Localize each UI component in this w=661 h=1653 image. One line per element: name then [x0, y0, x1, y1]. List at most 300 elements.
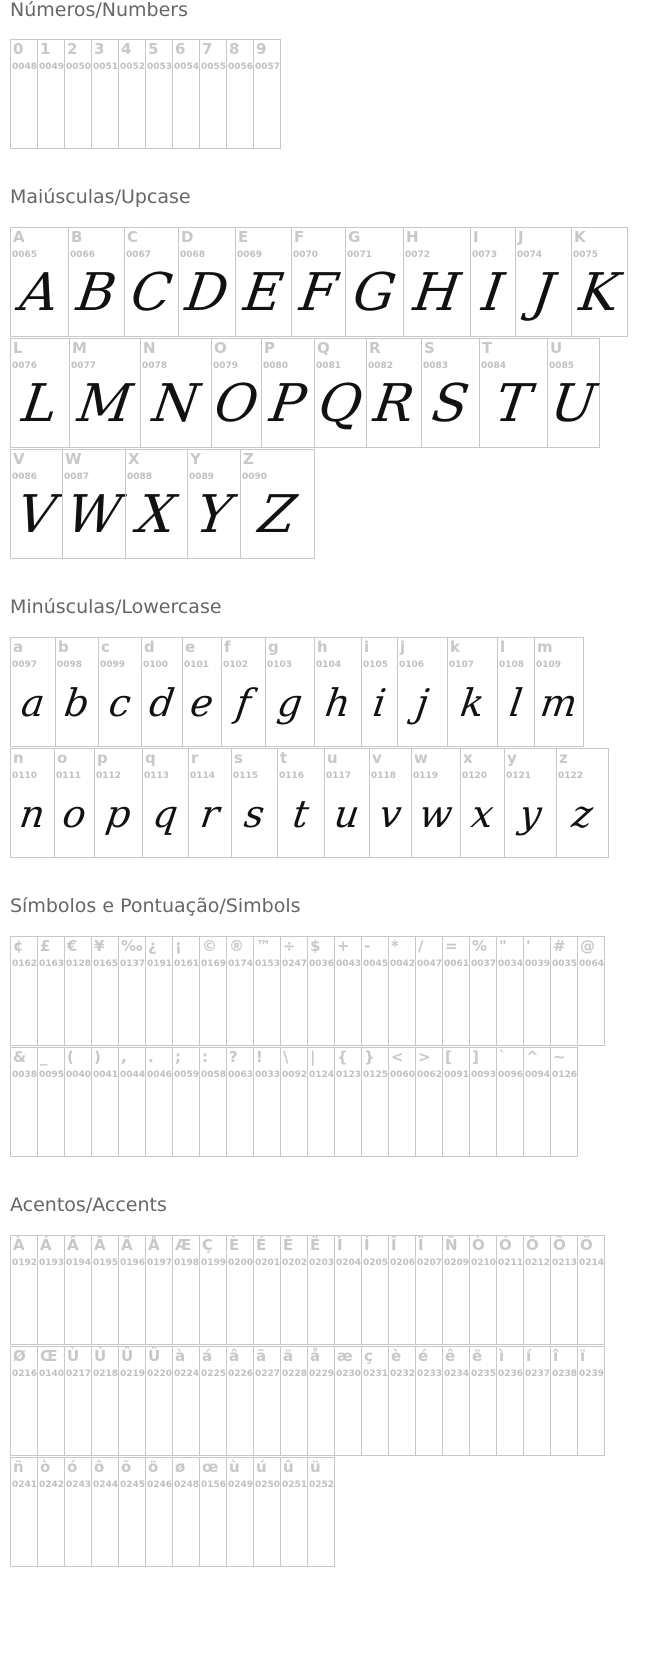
- char-label: |: [310, 1048, 316, 1066]
- char-label: œ: [202, 1458, 219, 1476]
- glyph-cell: [556, 748, 609, 858]
- char-label: F: [294, 228, 305, 246]
- section-title: Números/Numbers: [10, 0, 188, 21]
- char-label: ®: [229, 937, 244, 955]
- char-label: s: [234, 749, 243, 767]
- glyph-grid-row: [10, 1047, 578, 1157]
- glyph-cell: [235, 227, 292, 337]
- char-label: E: [238, 228, 249, 246]
- char-label: î: [553, 1347, 559, 1365]
- script-glyph: I: [478, 263, 508, 323]
- glyph-cell: [145, 1047, 173, 1157]
- char-code: 0107: [449, 660, 475, 670]
- char-label: l: [500, 638, 506, 656]
- glyph-cell: [10, 1047, 38, 1157]
- char-label: G: [348, 228, 361, 246]
- glyph-cell: [172, 1457, 200, 1567]
- char-code: 0055: [201, 62, 227, 72]
- glyph-cell: [231, 748, 278, 858]
- char-label: {: [337, 1048, 348, 1066]
- char-label: ,: [121, 1048, 127, 1066]
- char-label: ¥: [94, 937, 105, 955]
- char-code: 0122: [558, 771, 584, 781]
- glyph-cell: [10, 748, 55, 858]
- glyph-cell: [442, 1047, 470, 1157]
- char-label: Z: [243, 450, 254, 468]
- script-glyph: P: [266, 374, 310, 434]
- glyph-cell: [10, 227, 69, 337]
- glyph-grid-row: [10, 449, 315, 559]
- char-label: ú: [256, 1458, 267, 1476]
- glyph-cell: [125, 449, 188, 559]
- glyph-cell: [10, 637, 56, 747]
- char-code: 0199: [201, 1258, 227, 1268]
- glyph-cell: [388, 1047, 416, 1157]
- char-code: 0126: [552, 1070, 578, 1080]
- char-code: 0052: [120, 62, 146, 72]
- glyph-cell: [37, 936, 65, 1046]
- script-glyph: o: [59, 792, 90, 836]
- glyph-cell: [10, 1457, 38, 1567]
- char-code: 0068: [180, 250, 206, 260]
- char-label: Õ: [553, 1236, 566, 1254]
- glyph-cell: [469, 1235, 497, 1345]
- glyph-cell: [187, 449, 241, 559]
- char-label: É: [256, 1236, 267, 1254]
- glyph-cell: [172, 936, 200, 1046]
- glyph-cell: [280, 1047, 308, 1157]
- char-code: 0195: [93, 1258, 119, 1268]
- char-code: 0246: [147, 1480, 173, 1490]
- char-label: Ã: [94, 1236, 106, 1254]
- char-code: 0091: [444, 1070, 470, 1080]
- glyph-cell: [142, 748, 189, 858]
- script-glyph: d: [146, 681, 178, 725]
- char-code: 0205: [363, 1258, 389, 1268]
- char-code: 0211: [498, 1258, 524, 1268]
- glyph-grid-row: [10, 936, 605, 1046]
- char-code: 0219: [120, 1369, 146, 1379]
- script-glyph: F: [296, 263, 341, 323]
- char-code: 0249: [228, 1480, 254, 1490]
- char-label: &: [13, 1048, 27, 1066]
- glyph-cell: [253, 1235, 281, 1345]
- char-label: X: [128, 450, 140, 468]
- char-code: 0094: [525, 1070, 551, 1080]
- char-label: Ï: [418, 1236, 424, 1254]
- glyph-cell: [172, 1235, 200, 1345]
- char-code: 0104: [316, 660, 342, 670]
- char-label: $: [310, 937, 321, 955]
- glyph-cell: [226, 1457, 254, 1567]
- char-code: 0039: [525, 959, 551, 969]
- char-label: Û: [121, 1347, 134, 1365]
- char-code: 0044: [120, 1070, 146, 1080]
- glyph-cell: [496, 1047, 524, 1157]
- char-code: 0076: [12, 361, 38, 371]
- char-code: 0120: [462, 771, 488, 781]
- char-code: 0106: [399, 660, 425, 670]
- char-code: 0191: [147, 959, 173, 969]
- char-code: 0111: [56, 771, 82, 781]
- script-glyph: l: [506, 681, 526, 725]
- char-code: 0074: [517, 250, 543, 260]
- char-code: 0041: [93, 1070, 119, 1080]
- glyph-cell: [199, 1346, 227, 1456]
- script-glyph: u: [331, 792, 363, 836]
- char-code: 0243: [66, 1480, 92, 1490]
- char-code: 0118: [371, 771, 397, 781]
- char-label: 8: [229, 40, 240, 58]
- char-label: ä: [283, 1347, 294, 1365]
- glyph-cell: [199, 1457, 227, 1567]
- char-label: =: [445, 937, 458, 955]
- glyph-cell: [447, 637, 498, 747]
- glyph-cell: [314, 338, 367, 448]
- char-label: (: [67, 1048, 74, 1066]
- glyph-cell: [577, 1346, 605, 1456]
- glyph-cell: [226, 39, 254, 149]
- char-label: j: [400, 638, 406, 656]
- char-code: 0212: [525, 1258, 551, 1268]
- glyph-cell: [388, 936, 416, 1046]
- char-code: 0213: [552, 1258, 578, 1268]
- char-code: 0234: [444, 1369, 470, 1379]
- char-label: ü: [310, 1458, 321, 1476]
- glyph-cell: [64, 39, 92, 149]
- char-code: 0058: [201, 1070, 227, 1080]
- char-code: 0117: [326, 771, 352, 781]
- char-code: 0113: [144, 771, 170, 781]
- char-label: ï: [580, 1347, 586, 1365]
- char-label: 0: [13, 40, 24, 58]
- glyph-cell: [226, 936, 254, 1046]
- char-code: 0226: [228, 1369, 254, 1379]
- glyph-cell: [291, 227, 346, 337]
- char-label: ì: [499, 1347, 505, 1365]
- char-code: 0101: [184, 660, 210, 670]
- script-glyph: L: [18, 374, 62, 434]
- char-code: 0110: [12, 771, 38, 781]
- char-code: 0035: [552, 959, 578, 969]
- char-code: 0049: [39, 62, 65, 72]
- char-code: 0047: [417, 959, 443, 969]
- char-code: 0124: [309, 1070, 335, 1080]
- char-label: ô: [94, 1458, 105, 1476]
- char-label: Í: [364, 1236, 370, 1254]
- char-code: 0103: [267, 660, 293, 670]
- char-code: 0043: [336, 959, 362, 969]
- section-title: Símbolos e Pontuação/Simbols: [10, 895, 301, 917]
- glyph-cell: [253, 1457, 281, 1567]
- glyph-cell: [141, 637, 183, 747]
- char-label: Â: [67, 1236, 79, 1254]
- glyph-cell: [118, 1047, 146, 1157]
- glyph-cell: [55, 637, 99, 747]
- char-label: 7: [202, 40, 213, 58]
- char-code: 0244: [93, 1480, 119, 1490]
- glyph-cell: [10, 1235, 38, 1345]
- glyph-cell: [94, 748, 143, 858]
- char-label: Ô: [526, 1236, 539, 1254]
- char-label: v: [372, 749, 382, 767]
- char-label: æ: [337, 1347, 353, 1365]
- char-label: _: [40, 1048, 48, 1066]
- glyph-cell: [415, 1346, 443, 1456]
- char-code: 0037: [471, 959, 497, 969]
- char-code: 0207: [417, 1258, 443, 1268]
- char-code: 0202: [282, 1258, 308, 1268]
- glyph-cell: [334, 1047, 362, 1157]
- char-code: 0204: [336, 1258, 362, 1268]
- char-label: Q: [317, 339, 330, 357]
- char-code: 0083: [423, 361, 449, 371]
- char-code: 0033: [255, 1070, 281, 1080]
- char-label: h: [317, 638, 328, 656]
- char-label: a: [13, 638, 24, 656]
- char-label: T: [482, 339, 493, 357]
- script-glyph: E: [240, 263, 287, 323]
- glyph-cell: [577, 936, 605, 1046]
- script-glyph: t: [290, 792, 312, 836]
- glyph-cell: [211, 338, 262, 448]
- char-code: 0230: [336, 1369, 362, 1379]
- char-label: 5: [148, 40, 159, 58]
- char-label: ñ: [13, 1458, 24, 1476]
- char-label: t: [280, 749, 288, 767]
- char-code: 0090: [242, 472, 268, 482]
- char-label: ': [526, 937, 531, 955]
- script-glyph: i: [370, 681, 389, 725]
- char-code: 0075: [573, 250, 599, 260]
- char-label: Æ: [175, 1236, 192, 1254]
- glyph-cell: [199, 1047, 227, 1157]
- char-code: 0097: [12, 660, 38, 670]
- char-code: 0228: [282, 1369, 308, 1379]
- glyph-cell: [10, 39, 38, 149]
- script-glyph: k: [457, 681, 488, 725]
- glyph-grid-row: [10, 1346, 605, 1456]
- glyph-cell: [345, 227, 404, 337]
- char-label: ): [94, 1048, 101, 1066]
- char-label: Y: [190, 450, 201, 468]
- char-code: 0198: [174, 1258, 200, 1268]
- script-glyph: x: [468, 792, 497, 836]
- glyph-cell: [460, 748, 505, 858]
- glyph-cell: [334, 1346, 362, 1456]
- glyph-cell: [403, 227, 471, 337]
- glyph-cell: [411, 748, 461, 858]
- char-code: 0102: [223, 660, 249, 670]
- glyph-cell: [523, 1047, 551, 1157]
- glyph-cell: [469, 936, 497, 1046]
- char-code: 0072: [405, 250, 431, 260]
- script-glyph: O: [210, 374, 263, 434]
- char-label: A: [13, 228, 25, 246]
- char-code: 0235: [471, 1369, 497, 1379]
- char-code: 0112: [96, 771, 122, 781]
- glyph-cell: [98, 637, 142, 747]
- char-code: 0251: [282, 1480, 308, 1490]
- glyph-cell: [118, 1457, 146, 1567]
- char-label: Ê: [283, 1236, 294, 1254]
- script-glyph: q: [150, 792, 181, 836]
- char-code: 0231: [363, 1369, 389, 1379]
- glyph-cell: [64, 1346, 92, 1456]
- glyph-cell: [261, 338, 315, 448]
- glyph-grid-row: [10, 1457, 335, 1567]
- char-label: /: [418, 937, 424, 955]
- char-code: 0200: [228, 1258, 254, 1268]
- char-code: 0237: [525, 1369, 551, 1379]
- char-label: R: [369, 339, 381, 357]
- char-code: 0095: [39, 1070, 65, 1080]
- char-code: 0250: [255, 1480, 281, 1490]
- char-label: û: [283, 1458, 294, 1476]
- char-label: m: [537, 638, 553, 656]
- char-label: C: [127, 228, 139, 246]
- char-label: q: [145, 749, 156, 767]
- glyph-cell: [280, 1457, 308, 1567]
- char-label: [: [445, 1048, 452, 1066]
- char-code: 0040: [66, 1070, 92, 1080]
- char-code: 0216: [12, 1369, 38, 1379]
- char-label: Å: [148, 1236, 160, 1254]
- char-code: 0050: [66, 62, 92, 72]
- glyph-cell: [145, 1346, 173, 1456]
- glyph-cell: [550, 1346, 578, 1456]
- char-code: 0239: [579, 1369, 605, 1379]
- glyph-cell: [550, 1235, 578, 1345]
- char-code: 0248: [174, 1480, 200, 1490]
- char-label: L: [13, 339, 23, 357]
- char-label: ?: [229, 1048, 238, 1066]
- char-code: 0088: [127, 472, 153, 482]
- char-label: ö: [148, 1458, 159, 1476]
- glyph-cell: [361, 936, 389, 1046]
- glyph-cell: [496, 936, 524, 1046]
- glyph-cell: [496, 1346, 524, 1456]
- char-code: 0220: [147, 1369, 173, 1379]
- glyph-cell: [69, 338, 141, 448]
- script-glyph: c: [106, 681, 134, 725]
- char-label: D: [181, 228, 194, 246]
- glyph-cell: [226, 1235, 254, 1345]
- char-label: p: [97, 749, 108, 767]
- char-code: 0193: [39, 1258, 65, 1268]
- char-code: 0236: [498, 1369, 524, 1379]
- char-label: !: [256, 1048, 263, 1066]
- glyph-cell: [550, 1047, 578, 1157]
- char-label: À: [13, 1236, 25, 1254]
- script-glyph: R: [370, 374, 418, 434]
- char-label: @: [580, 937, 595, 955]
- glyph-cell: [307, 1346, 335, 1456]
- char-code: 0218: [93, 1369, 119, 1379]
- char-code: 0045: [363, 959, 389, 969]
- script-glyph: V: [13, 485, 60, 545]
- char-code: 0203: [309, 1258, 335, 1268]
- glyph-cell: [68, 227, 125, 337]
- char-label: ": [499, 937, 507, 955]
- char-label: K: [574, 228, 586, 246]
- section-title: Maiúsculas/Upcase: [10, 186, 191, 208]
- char-code: 0125: [363, 1070, 389, 1080]
- glyph-cell: [497, 637, 535, 747]
- glyph-cell: [253, 1047, 281, 1157]
- char-code: 0169: [201, 959, 227, 969]
- char-label: í: [526, 1347, 532, 1365]
- char-label: #: [553, 937, 566, 955]
- char-label: 9: [256, 40, 267, 58]
- glyph-cell: [91, 1457, 119, 1567]
- glyph-cell: [172, 1346, 200, 1456]
- char-code: 0093: [471, 1070, 497, 1080]
- char-code: 0233: [417, 1369, 443, 1379]
- char-label: Ø: [13, 1347, 26, 1365]
- glyph-cell: [145, 39, 173, 149]
- glyph-cell: [253, 39, 281, 149]
- char-label: B: [71, 228, 83, 246]
- char-code: 0224: [174, 1369, 200, 1379]
- glyph-cell: [37, 1457, 65, 1567]
- glyph-cell: [182, 637, 222, 747]
- char-code: 0053: [147, 62, 173, 72]
- glyph-grid-row: [10, 1235, 605, 1345]
- glyph-cell: [221, 637, 266, 747]
- glyph-cell: [37, 1047, 65, 1157]
- glyph-cell: [140, 338, 212, 448]
- char-code: 0046: [147, 1070, 173, 1080]
- glyph-grid-row: [10, 637, 584, 747]
- char-code: 0056: [228, 62, 254, 72]
- char-label: 3: [94, 40, 105, 58]
- char-label: €: [67, 937, 78, 955]
- script-glyph: A: [16, 263, 63, 323]
- script-glyph: Q: [314, 374, 367, 434]
- glyph-cell: [571, 227, 628, 337]
- script-glyph: s: [241, 792, 268, 836]
- char-code: 0087: [64, 472, 90, 482]
- script-glyph: y: [516, 792, 545, 836]
- glyph-cell: [280, 936, 308, 1046]
- char-code: 0174: [228, 959, 254, 969]
- char-code: 0156: [201, 1480, 227, 1490]
- glyph-cell: [253, 1346, 281, 1456]
- glyph-cell: [550, 936, 578, 1046]
- char-code: 0140: [39, 1369, 65, 1379]
- char-code: 0062: [417, 1070, 443, 1080]
- glyph-cell: [515, 227, 572, 337]
- char-label: k: [450, 638, 460, 656]
- char-code: 0227: [255, 1369, 281, 1379]
- char-code: 0196: [120, 1258, 146, 1268]
- glyph-cell: [277, 748, 325, 858]
- char-label: g: [268, 638, 279, 656]
- char-code: 0105: [363, 660, 389, 670]
- glyph-cell: [199, 1235, 227, 1345]
- glyph-grid-row: [10, 338, 600, 448]
- char-label: *: [391, 937, 399, 955]
- glyph-cell: [145, 1457, 173, 1567]
- char-code: 0059: [174, 1070, 200, 1080]
- char-code: 0036: [309, 959, 335, 969]
- char-label: Ì: [337, 1236, 343, 1254]
- glyph-cell: [10, 936, 38, 1046]
- char-label: r: [191, 749, 199, 767]
- glyph-cell: [442, 1235, 470, 1345]
- glyph-cell: [442, 1346, 470, 1456]
